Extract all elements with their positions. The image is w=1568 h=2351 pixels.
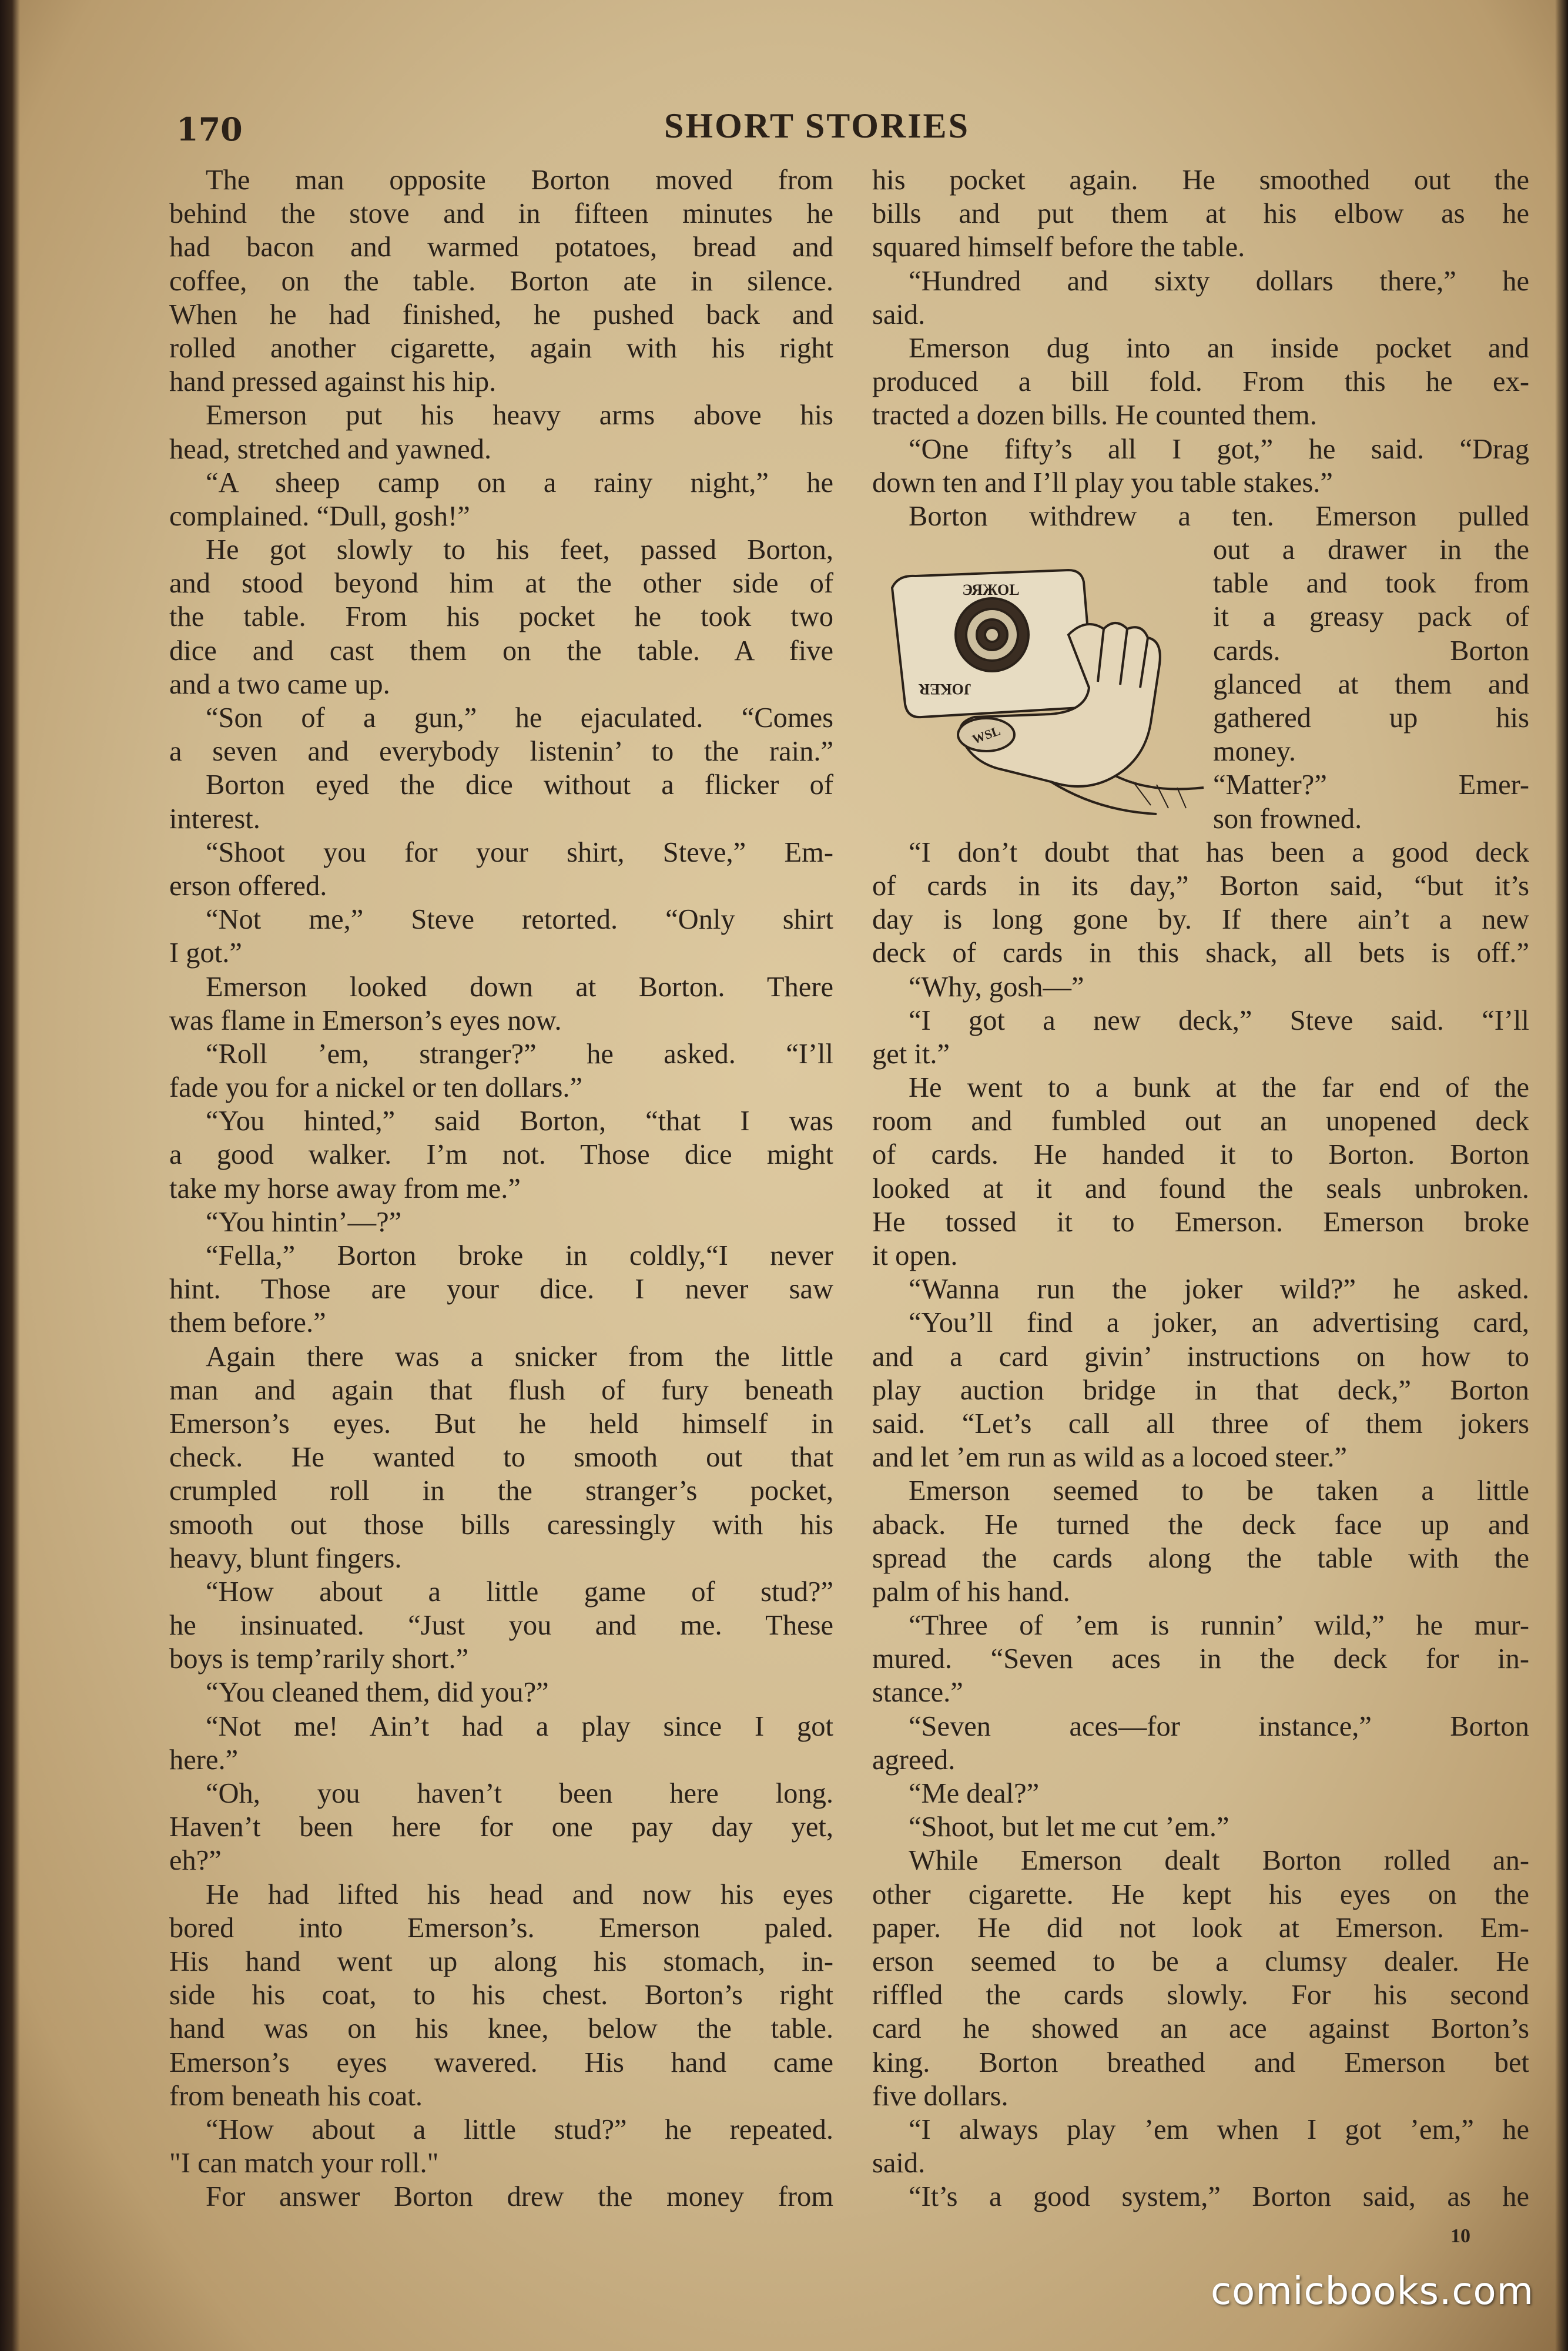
text-line: coffee, on the table. Borton ate in silence.: [169, 265, 833, 297]
text-line: erson offered.: [169, 870, 327, 902]
card-text-top: ЭЯЖОL: [962, 581, 1020, 598]
text-line: He got slowly to his feet, passed Borton,: [206, 534, 833, 566]
text-line: interest.: [169, 803, 260, 835]
text-line: looked at it and found the seals unbroken.: [872, 1173, 1529, 1204]
text-line: play auction bridge in that deck,” Borton: [872, 1374, 1529, 1406]
fingernail-letters: WSL: [970, 723, 1003, 747]
text-line: it open.: [872, 1240, 958, 1271]
text-line: “Oh, you haven’t been here long.: [206, 1778, 833, 1809]
binding-shadow: [0, 0, 20, 2351]
text-line: erson seemed to be a clumsy dealer. He: [872, 1945, 1529, 1977]
text-line: “You cleaned them, did you?”: [206, 1677, 549, 1709]
text-line: “You hinted,” said Borton, “that I was: [206, 1106, 833, 1137]
text-line: check. He wanted to smooth out that: [169, 1442, 833, 1473]
text-line: Emerson’s eyes. But he held himself in: [169, 1408, 833, 1439]
text-line: agreed.: [872, 1744, 956, 1776]
text-line: table and took from: [1213, 568, 1529, 600]
text-line: bills and put them at his elbow as he: [872, 198, 1529, 230]
text-line: The man opposite Borton moved from: [206, 165, 833, 196]
text-line: out a drawer in the: [1213, 534, 1529, 566]
text-line: “Roll ’em, stranger?” he asked. “I’ll: [206, 1038, 833, 1070]
text-line: fade you for a nickel or ten dollars.”: [169, 1072, 582, 1104]
text-line: boys is temp’rarily short.”: [169, 1643, 469, 1675]
text-line: When he had finished, he pushed back and: [169, 299, 833, 330]
text-line: five dollars.: [872, 2080, 1009, 2112]
text-line: Haven’t been here for one pay day yet,: [169, 1811, 833, 1843]
signature-folio: 10: [1450, 2225, 1470, 2247]
text-line: “I don’t doubt that has been a good deck: [909, 836, 1529, 868]
text-line: take my horse away from me.”: [169, 1173, 521, 1204]
text-line: “Hundred and sixty dollars there,” he: [909, 265, 1529, 297]
text-line: He tossed it to Emerson. Emerson broke: [872, 1206, 1529, 1238]
text-line: His hand went up along his stomach, in-: [169, 1945, 833, 1977]
text-line: get it.”: [872, 1038, 950, 1070]
text-line: “Seven aces—for instance,” Borton: [909, 1710, 1529, 1742]
text-line: squared himself before the table.: [872, 232, 1245, 263]
text-line: and stood beyond him at the other side of: [169, 568, 833, 600]
text-line: “Matter?” Emer-: [1213, 769, 1529, 801]
text-line: man and again that flush of fury beneath: [169, 1374, 833, 1406]
text-line: Emerson seemed to be taken a little: [909, 1475, 1529, 1507]
text-line: was flame in Emerson’s eyes now.: [169, 1004, 562, 1036]
text-line: stance.”: [872, 1677, 963, 1709]
text-line: “How about a little stud?” he repeated.: [206, 2114, 833, 2145]
text-line: said.: [872, 299, 926, 330]
text-line: he insinuated. “Just you and me. These: [169, 1610, 833, 1642]
text-line: his pocket again. He smoothed out the: [872, 165, 1529, 196]
text-line: card he showed an ace against Borton’s: [872, 2013, 1529, 2045]
text-line: Again there was a snicker from the little: [206, 1341, 833, 1372]
text-line: bored into Emerson’s. Emerson paled.: [169, 1912, 833, 1944]
text-line: money.: [1213, 736, 1296, 768]
running-head: SHORT STORIES: [664, 106, 970, 145]
text-line: riffled the cards slowly. For his second: [872, 1980, 1529, 2011]
text-line: Emerson dug into an inside pocket and: [909, 332, 1529, 364]
text-line: down ten and I’ll play you table stakes.”: [872, 467, 1333, 498]
text-line: here.”: [169, 1744, 239, 1776]
text-line: “You’ll find a joker, an advertising card,: [909, 1307, 1529, 1339]
text-line: it a greasy pack of: [1213, 601, 1529, 633]
text-line: the table. From his pocket he took two: [169, 601, 833, 633]
watermark: comicbooks.com: [1210, 2270, 1534, 2313]
text-line: day is long gone by. If there ain’t a new: [872, 904, 1529, 936]
text-line: Borton eyed the dice without a flicker of: [206, 769, 833, 801]
text-line: “Fella,” Borton broke in coldly,“I never: [206, 1240, 833, 1271]
text-line: “How about a little game of stud?”: [206, 1576, 833, 1607]
text-line: He went to a bunk at the far end of the: [909, 1072, 1529, 1104]
text-line: son frowned.: [1213, 803, 1362, 835]
text-line: spread the cards along the table with the: [872, 1542, 1529, 1574]
text-line: “One fifty’s all I got,” he said. “Drag: [909, 433, 1529, 465]
text-line: head, stretched and yawned.: [169, 433, 492, 465]
text-column-right: [872, 163, 1529, 2213]
text-line: and a card givin’ instructions on how to: [872, 1341, 1529, 1372]
text-line: “Shoot, but let me cut ’em.”: [909, 1811, 1229, 1843]
text-line: heavy, blunt fingers.: [169, 1542, 402, 1574]
text-line: hand was on his knee, below the table.: [169, 2013, 833, 2045]
text-line: palm of his hand.: [872, 1576, 1070, 1607]
text-line: “Why, gosh—”: [909, 971, 1084, 1003]
text-line: “A sheep camp on a rainy night,” he: [206, 467, 833, 498]
text-line: them before.”: [169, 1307, 326, 1339]
card-text-bottom: JOKER: [919, 681, 971, 698]
text-line: rolled another cigarette, again with his right: [169, 332, 833, 364]
text-line: said. “Let’s call all three of them jokers: [872, 1408, 1529, 1439]
text-line: “You hintin’—?”: [206, 1206, 402, 1238]
text-line: “Son of a gun,” he ejaculated. “Comes: [206, 702, 833, 734]
text-line: king. Borton breathed and Emerson bet: [872, 2047, 1529, 2078]
text-line: “I always play ’em when I got ’em,” he: [909, 2114, 1529, 2145]
text-line: a good walker. I’m not. Those dice might: [169, 1139, 833, 1171]
text-line: “Wanna run the joker wild?” he asked.: [909, 1274, 1529, 1305]
text-line: He had lifted his head and now his eyes: [206, 1878, 833, 1910]
text-line: of cards. He handed it to Borton. Borton: [872, 1139, 1529, 1171]
text-line: produced a bill fold. From this he ex-: [872, 366, 1529, 398]
text-line: a seven and everybody listenin’ to the rain.”: [169, 736, 833, 768]
text-line: For answer Borton drew the money from: [206, 2181, 833, 2213]
text-line: “I got a new deck,” Steve said. “I’ll: [909, 1004, 1529, 1036]
text-line: Emerson’s eyes wavered. His hand came: [169, 2047, 833, 2078]
text-line: cards. Borton: [1213, 635, 1529, 667]
joker-card-hand-illustration: [875, 547, 1215, 823]
text-line: side his coat, to his chest. Borton’s right: [169, 1980, 833, 2011]
text-line: Emerson put his heavy arms above his: [206, 400, 833, 431]
text-line: eh?”: [169, 1845, 222, 1877]
text-line: “Not me! Ain’t had a play since I got: [206, 1710, 833, 1742]
text-line: tracted a dozen bills. He counted them.: [872, 400, 1317, 431]
text-line: "I can match your roll.": [169, 2148, 439, 2179]
text-line: Borton withdrew a ten. Emerson pulled: [909, 500, 1529, 532]
text-line: Emerson looked down at Borton. There: [206, 971, 833, 1003]
text-line: mured. “Seven aces in the deck for in-: [872, 1643, 1529, 1675]
text-line: gathered up his: [1213, 702, 1529, 734]
text-line: behind the stove and in fifteen minutes he: [169, 198, 833, 230]
text-line: “Not me,” Steve retorted. “Only shirt: [206, 904, 833, 936]
text-line: “Me deal?”: [909, 1778, 1040, 1809]
page-number: 170: [176, 110, 243, 148]
text-line: from beneath his coat.: [169, 2080, 423, 2112]
text-line: hand pressed against his hip.: [169, 366, 497, 398]
text-line: “It’s a good system,” Borton said, as he: [909, 2181, 1529, 2213]
text-line: said.: [872, 2148, 926, 2179]
text-line: of cards in its day,” Borton said, “but it’s: [872, 870, 1529, 902]
text-line: crumpled roll in the stranger’s pocket,: [169, 1475, 833, 1507]
text-line: smooth out those bills caressingly with his: [169, 1509, 833, 1540]
text-line: aback. He turned the deck face up and: [872, 1509, 1529, 1540]
text-line: hint. Those are your dice. I never saw: [169, 1274, 833, 1305]
text-line: deck of cards in this shack, all bets is off.”: [872, 937, 1529, 969]
text-line: and let ’em run as wild as a locoed steer.”: [872, 1442, 1348, 1473]
page-edge-shadow: [1555, 0, 1568, 2351]
text-line: other cigarette. He kept his eyes on the: [872, 1878, 1529, 1910]
text-line: “Three of ’em is runnin’ wild,” he mur-: [909, 1610, 1529, 1642]
text-line: room and fumbled out an unopened deck: [872, 1106, 1529, 1137]
text-line: “Shoot you for your shirt, Steve,” Em-: [206, 836, 833, 868]
text-line: and a two came up.: [169, 668, 390, 700]
text-line: paper. He did not look at Emerson. Em-: [872, 1912, 1529, 1944]
text-line: dice and cast them on the table. A five: [169, 635, 833, 667]
text-line: glanced at them and: [1213, 668, 1529, 700]
text-line: had bacon and warmed potatoes, bread and: [169, 232, 833, 263]
text-line: complained. “Dull, gosh!”: [169, 500, 470, 532]
text-line: While Emerson dealt Borton rolled an-: [909, 1845, 1529, 1877]
text-line: I got.”: [169, 937, 242, 969]
text-column-left: [169, 163, 833, 2213]
